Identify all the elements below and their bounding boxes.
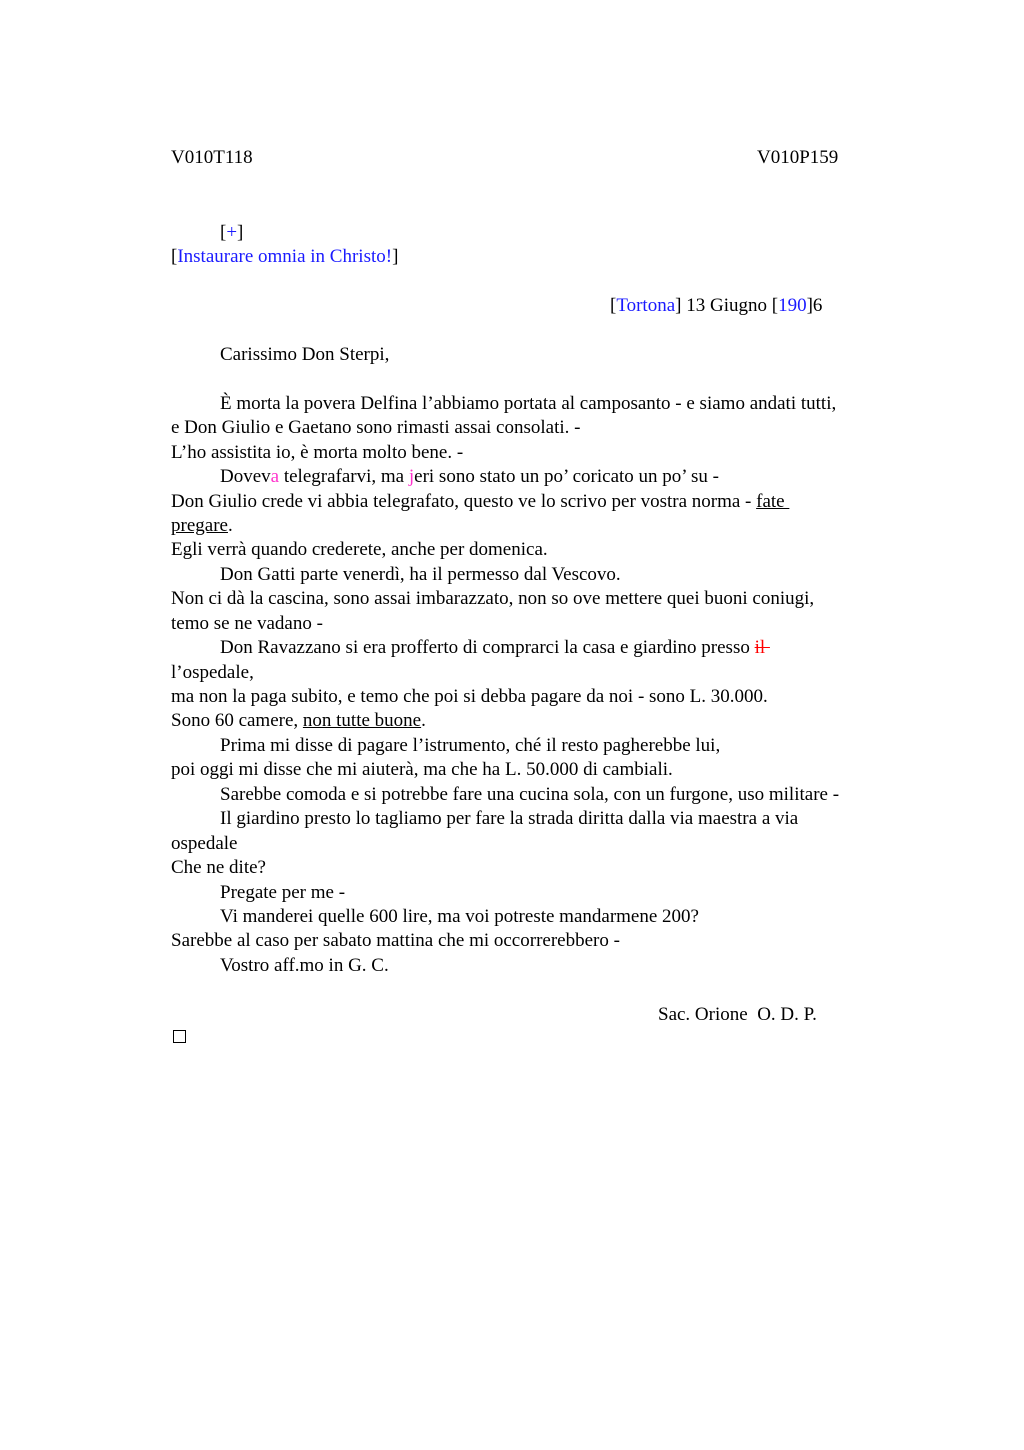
text-fragment: . — [227, 515, 233, 536]
signature: Sac. Orione O. D. P. — [658, 1004, 817, 1025]
closing: Vostro aff.mo in G. C. — [220, 955, 389, 976]
letter-line: e Don Giulio e Gaetano sono rimasti assai consolati. - — [171, 417, 581, 438]
letter-line: Pregate per me - — [220, 882, 346, 903]
text-fragment: Don Ravazzano si era profferto di comprarci la casa e giardino presso — [220, 637, 755, 658]
letter-line: ospedale — [171, 833, 238, 854]
letter-line — [171, 490, 789, 514]
date-place: Tortona — [616, 295, 676, 316]
letter-line: Vi manderei quelle 600 lire, ma voi potreste mandarmene 200? — [220, 906, 699, 927]
letter-line: l’ospedale, — [171, 662, 254, 683]
date-year-editorial: 190 — [778, 295, 807, 316]
square-icon — [173, 1030, 186, 1043]
cross-symbol: + — [226, 222, 238, 243]
underlined-text: fate — [756, 491, 790, 512]
letter-line: Prima mi disse di pagare l’istrumento, ché il resto pagherebbe lui, — [220, 735, 721, 756]
letter-line — [220, 636, 770, 660]
letter-line: Che ne dite? — [171, 857, 266, 878]
date-year-digit: 6 — [812, 295, 823, 316]
letter-line: poi oggi mi disse che mi aiuterà, ma che ha L. 50.000 di cambiali. — [171, 759, 673, 780]
motto-heading: [Instaurare omnia in Christo!] — [171, 246, 399, 267]
letter-line: È morta la povera Delfina l’abbiamo portata al camposanto - e siamo andati tutti, — [220, 393, 837, 414]
letter-line: ma non la paga subito, e temo che poi si debba pagare da noi - sono L. 30.000. — [171, 686, 768, 707]
letter-line: Il giardino presto lo tagliamo per fare la strada diritta dalla via maestra a via — [220, 808, 799, 829]
cross-heading: [+] — [220, 222, 244, 243]
letter-line: Egli verrà quando crederete, anche per domenica. — [171, 539, 548, 560]
document-code-left: V010T118 — [171, 147, 253, 168]
motto-text: Instaurare omnia in Christo! — [177, 246, 393, 267]
letter-line — [171, 514, 233, 538]
document-code-right: V010P159 — [757, 147, 839, 168]
letter-line — [220, 465, 719, 489]
letter-date: [Tortona] 13 Giugno [190]6 — [610, 295, 823, 316]
letter-line: Sarebbe al caso per sabato mattina che mi occorrerebbero - — [171, 930, 620, 951]
salutation: Carissimo Don Sterpi, — [220, 344, 390, 365]
letter-line: L’ho assistita io, è morta molto bene. - — [171, 442, 464, 463]
letter-line: Non ci dà la cascina, sono assai imbarazzato, non so ove mettere quei buoni coniugi, — [171, 588, 815, 609]
letter-line: Sarebbe comoda e si potrebbe fare una cucina sola, con un furgone, uso militare - — [220, 784, 840, 805]
text-fragment: Sono 60 camere, — [171, 710, 303, 731]
underlined-text: pregare — [171, 515, 228, 536]
text-fragment: Dovev — [220, 466, 271, 487]
text-fragment: Don Giulio crede vi abbia telegrafato, questo ve lo scrivo per vostra norma - — [171, 491, 757, 512]
text-fragment: . — [421, 710, 426, 731]
correction-mark: j — [408, 466, 415, 487]
letter-line: temo se ne vadano - — [171, 613, 323, 634]
text-fragment: eri sono stato un po’ coricato un po’ su - — [414, 466, 719, 487]
correction-mark: a — [270, 466, 280, 487]
letter-line — [171, 709, 426, 733]
underlined-text: non tutte buone — [302, 710, 422, 731]
text-fragment: telegrafarvi, ma — [279, 466, 409, 487]
date-day-month: 13 Giugno — [681, 295, 772, 316]
deleted-text: il — [754, 637, 770, 658]
letter-line: Don Gatti parte venerdì, ha il permesso dal Vescovo. — [220, 564, 621, 585]
